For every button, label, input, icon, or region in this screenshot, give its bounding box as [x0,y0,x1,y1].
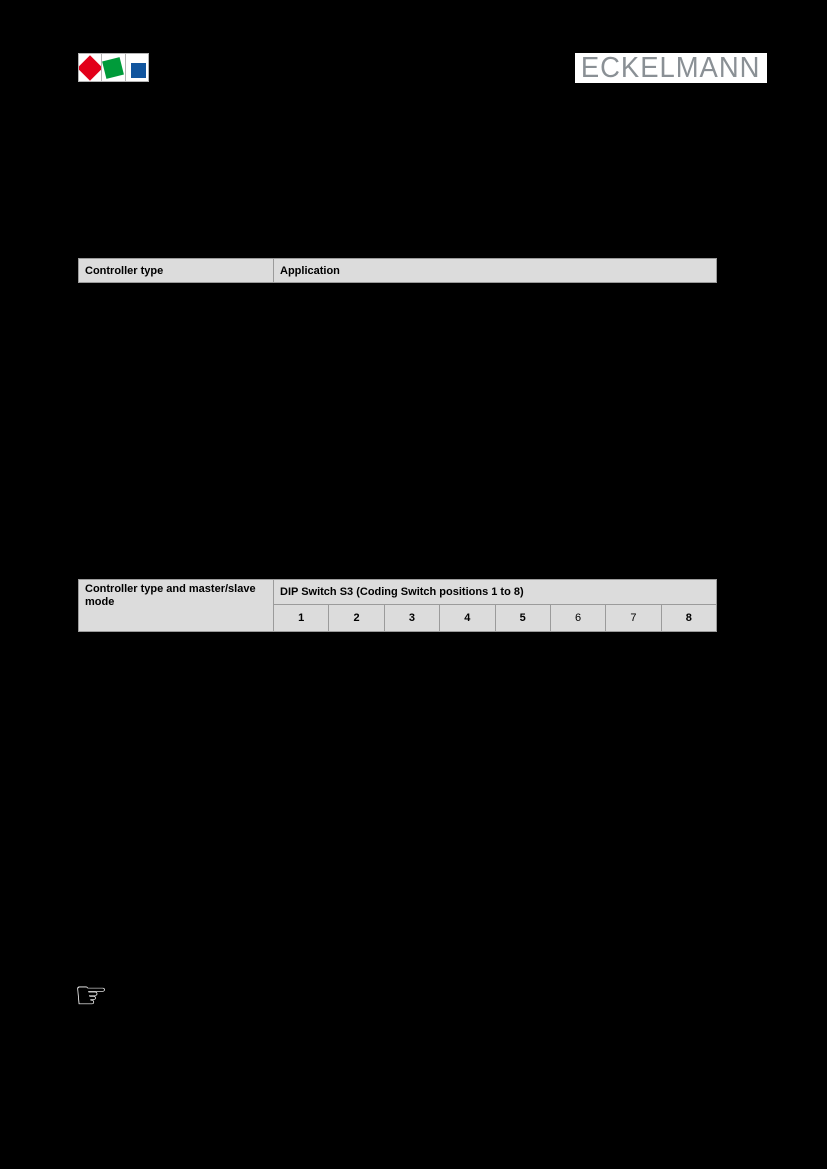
controller-type-table-header [78,258,717,283]
blue-square-icon [131,63,146,78]
red-diamond-icon [79,55,102,80]
eckelmann-wordmark [575,53,767,83]
green-square-icon [103,57,125,79]
dip-position-cell-7: 7 [606,605,661,631]
dip-position-cell-1: 1 [274,605,329,631]
dip-switch-position-row [274,605,716,631]
dip-switch-columns [274,580,716,631]
dip-switch-table-header [78,579,717,632]
dip-position-cell-6: 6 [551,605,606,631]
dip-position-cell-3: 3 [385,605,440,631]
brand-logo [78,53,149,82]
logo-cell-red [79,54,102,81]
logo-cell-blue [126,54,148,81]
dip-position-cell-5: 5 [496,605,551,631]
dip-position-cell-8: 8 [685,612,692,624]
logo-cell-green [102,54,125,81]
master-slave-mode-column-header [79,580,274,631]
master-slave-header-line-1: Controller type and master/slave [85,583,256,595]
master-slave-header-line-2: mode [85,596,115,608]
dip-switch-s3-header: DIP Switch S3 (Coding Switch positions 1 to 8) [274,580,716,605]
controller-type-column-header: Controller type [79,259,274,282]
eckelmann-wordmark-text: ECKELMANN [581,51,761,84]
dip-position-cell-2: 2 [329,605,384,631]
application-column-header: Application [280,264,340,277]
dip-position-cell-4: 4 [440,605,495,631]
pointing-hand-icon: ☞ [74,973,109,1017]
